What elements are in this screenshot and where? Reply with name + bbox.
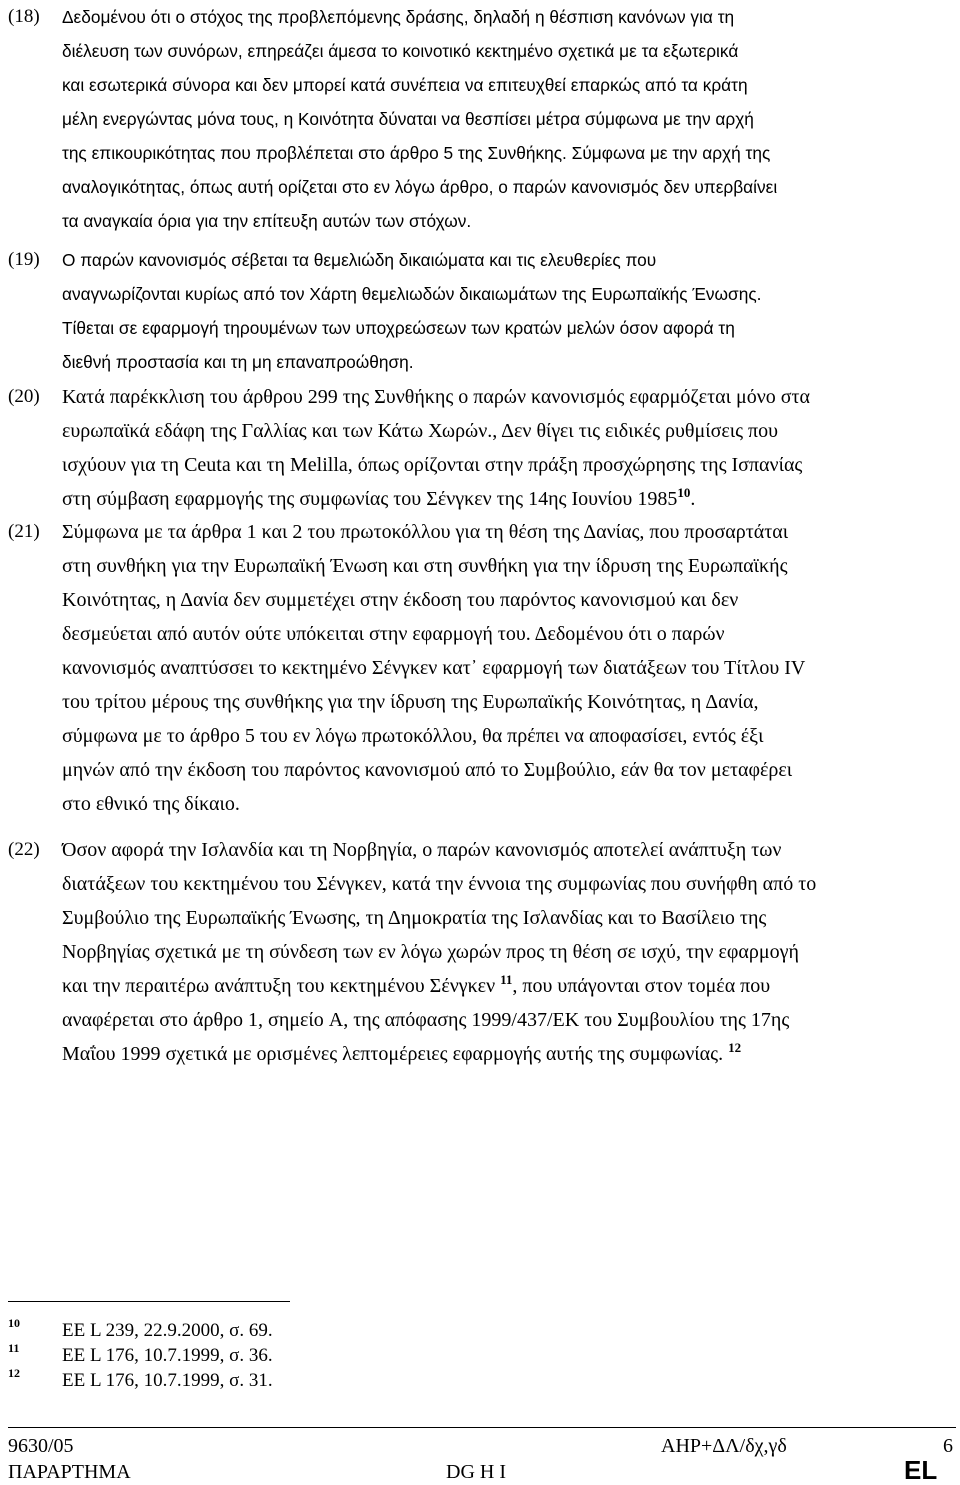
footer-annex-label: ΠΑΡΑΡΤΗΜΑ [8, 1461, 131, 1483]
recital-text [62, 243, 954, 379]
footnote-reference: 12 [728, 1040, 742, 1055]
text-line [62, 102, 954, 136]
text-segment: στο εθνικό της δίκαιο. [62, 793, 240, 815]
text-segment: κανονισμός αναπτύσσει το κεκτημένο Σένγκεν κατ᾽ εφαρμογή των διατάξεων του Τίτλου IV [62, 657, 806, 679]
recital-paragraph [0, 380, 960, 516]
text-segment: της επικουρικότητας που προβλέπεται στο άρθρο 5 της Συνθήκης. Σύμφωνα με την αρχή της [62, 143, 771, 163]
text-segment: του τρίτου μέρους της συνθήκης για την ίδρυση της Ευρωπαϊκής Κοινότητας, η Δανία, [62, 691, 759, 713]
recital-number: (22) [8, 839, 40, 860]
text-line [62, 549, 954, 583]
text-segment: ισχύουν για τη Ceuta και τη Melilla, όπως ορίζονται στην πράξη προσχώρησης της Ισπανίας [62, 454, 803, 476]
text-segment: μηνών από την έκδοση του παρόντος κανονισμού από το Συμβούλιο, εάν θα τον μεταφέρει [62, 759, 793, 781]
text-segment: Συμβούλιο της Ευρωπαϊκής Ένωσης, τη Δημοκρατία της Ισλανδίας και το Βασίλειο της [62, 907, 767, 929]
text-segment: Όσον αφορά την Ισλανδία και τη Νορβηγία, ο παρών κανονισμός αποτελεί ανάπτυξη των [62, 839, 782, 861]
text-segment: αναλογικότητας, όπως αυτή ορίζεται στο εν λόγω άρθρο, ο παρών κανονισμός δεν υπερβαίνει [62, 177, 778, 197]
text-segment: διατάξεων του κεκτημένου του Σένγκεν, κατά την έννοια της συμφωνίας που συνήφθη από το [62, 873, 817, 895]
footer-doc-number: 9630/05 [8, 1435, 74, 1457]
text-line [62, 170, 954, 204]
text-segment: ευρωπαϊκά εδάφη της Γαλλίας και των Κάτω Χωρών., Δεν θίγει τις ειδικές ρυθμίσεις που [62, 420, 779, 442]
footnote [8, 1343, 408, 1368]
text-line [62, 867, 954, 901]
text-line [62, 0, 954, 34]
text-segment: Δεδομένου ότι ο στόχος της προβλεπόμενης δράσης, δηλαδή η θέσπιση κανόνων για τη [62, 7, 735, 27]
text-segment: διέλευση των συνόρων, επηρεάζει άμεσα το κοινοτικό κεκτημένο σχετικά με τα εξωτερικά [62, 41, 739, 61]
recital-text [62, 833, 954, 1071]
text-line [62, 1037, 954, 1071]
footer-reference: ΑΗΡ+ΔΛ/δχ,γδ [661, 1435, 787, 1457]
text-line [62, 380, 954, 414]
text-segment: διεθνή προστασία και τη μη επαναπροώθηση. [62, 352, 414, 372]
footnote [8, 1318, 408, 1343]
text-line [62, 583, 954, 617]
text-line [62, 935, 954, 969]
text-line [62, 311, 954, 345]
text-segment: μέλη ενεργώντας μόνα τους, η Κοινότητα δύναται να θεσπίσει μέτρα σύμφωνα με την αρχή [62, 109, 754, 129]
footer-page-number: 6 [943, 1435, 953, 1457]
text-segment: , που υπάγονται στον τομέα που [512, 975, 771, 997]
text-line [62, 448, 954, 482]
text-segment: Τίθεται σε εφαρμογή τηρουμένων των υποχρεώσεων των κρατών μελών όσον αφορά τη [62, 318, 735, 338]
recital-paragraph [0, 243, 960, 379]
text-line [62, 482, 954, 516]
text-line [62, 414, 954, 448]
text-line [62, 68, 954, 102]
footnote [8, 1368, 408, 1393]
footnote-text: EE L 239, 22.9.2000, σ. 69. [62, 1320, 273, 1341]
text-segment: Κατά παρέκκλιση του άρθρου 299 της Συνθήκης ο παρών κανονισμός εφαρμόζεται μόνο στα [62, 386, 811, 408]
recital-paragraph [0, 515, 960, 821]
text-line [62, 617, 954, 651]
text-segment: αναγνωρίζονται κυρίως από τον Χάρτη θεμελιωδών δικαιωμάτων της Ευρωπαϊκής Ένωσης. [62, 284, 762, 304]
text-segment: στη συνθήκη για την Ευρωπαϊκή Ένωση και στη συνθήκη για την ίδρυση της Ευρωπαϊκής [62, 555, 788, 577]
footnote-mark: 12 [8, 1366, 20, 1380]
text-line [62, 651, 954, 685]
text-line [62, 969, 954, 1003]
text-line [62, 204, 954, 238]
text-segment: στη σύμβαση εφαρμογής της συμφωνίας του Σένγκεν της 14ης Ιουνίου 1985 [62, 488, 678, 510]
text-line [62, 901, 954, 935]
recital-number: (20) [8, 386, 40, 407]
text-line [62, 753, 954, 787]
text-line [62, 515, 954, 549]
text-segment: Ο παρών κανονισμός σέβεται τα θεμελιώδη δικαιώματα και τις ελευθερίες που [62, 250, 657, 270]
text-segment: και εσωτερικά σύνορα και δεν μπορεί κατά συνέπεια να επιτευχθεί επαρκώς από τα κράτη [62, 75, 748, 95]
text-segment: Κοινότητας, η Δανία δεν συμμετέχει στην έκδοση του παρόντος κανονισμού και δεν [62, 589, 739, 611]
text-line [62, 277, 954, 311]
footnote-mark: 10 [8, 1316, 20, 1330]
recital-paragraph [0, 0, 960, 238]
footer-directorate: DG H I [446, 1461, 506, 1483]
text-segment: Σύμφωνα με τα άρθρα 1 και 2 του πρωτοκόλλου για τη θέση της Δανίας, που προσαρτάται [62, 521, 789, 543]
text-segment: δεσμεύεται από αυτόν ούτε υπόκειται στην εφαρμογή του. Δεδομένου ότι ο παρών [62, 623, 725, 645]
text-line [62, 243, 954, 277]
footnote-separator [8, 1301, 290, 1302]
footer-language-code: EL [904, 1455, 938, 1485]
text-segment: τα αναγκαία όρια για την επίτευξη αυτών των στόχων. [62, 211, 472, 231]
recital-text [62, 380, 954, 516]
footer-separator [8, 1427, 956, 1428]
recital-text [62, 515, 954, 821]
footnote-text: EE L 176, 10.7.1999, σ. 31. [62, 1370, 273, 1391]
footnote-reference: 10 [677, 485, 691, 500]
text-segment: αναφέρεται στο άρθρο 1, σημείο A, της απόφασης 1999/437/ΕΚ του Συμβουλίου της 17ης [62, 1009, 790, 1031]
recital-number: (18) [8, 6, 40, 27]
text-segment: Νορβηγίας σχετικά με τη σύνδεση των εν λόγω χωρών προς τη θέση σε ισχύ, την εφαρμογή [62, 941, 799, 963]
text-line [62, 34, 954, 68]
text-segment: σύμφωνα με το άρθρο 5 του εν λόγω πρωτοκόλλου, θα πρέπει να αποφασίσει, εντός έξι [62, 725, 764, 747]
text-line [62, 1003, 954, 1037]
text-segment: Μαΐου 1999 σχετικά με ορισμένες λεπτομέρειες εφαρμογής αυτής της συμφωνίας. [62, 1043, 729, 1065]
recital-number: (21) [8, 521, 40, 542]
text-line [62, 136, 954, 170]
text-line [62, 345, 954, 379]
footnote-text: EE L 176, 10.7.1999, σ. 36. [62, 1345, 273, 1366]
footnote-mark: 11 [8, 1341, 20, 1355]
text-line [62, 833, 954, 867]
recital-text [62, 0, 954, 238]
text-line [62, 685, 954, 719]
recital-paragraph [0, 833, 960, 1071]
text-segment: . [690, 488, 696, 510]
recital-number: (19) [8, 249, 40, 270]
text-line [62, 719, 954, 753]
text-line [62, 787, 954, 821]
footnote-reference: 11 [500, 972, 513, 987]
text-segment: και την περαιτέρω ανάπτυξη του κεκτημένου Σένγκεν [62, 975, 501, 997]
